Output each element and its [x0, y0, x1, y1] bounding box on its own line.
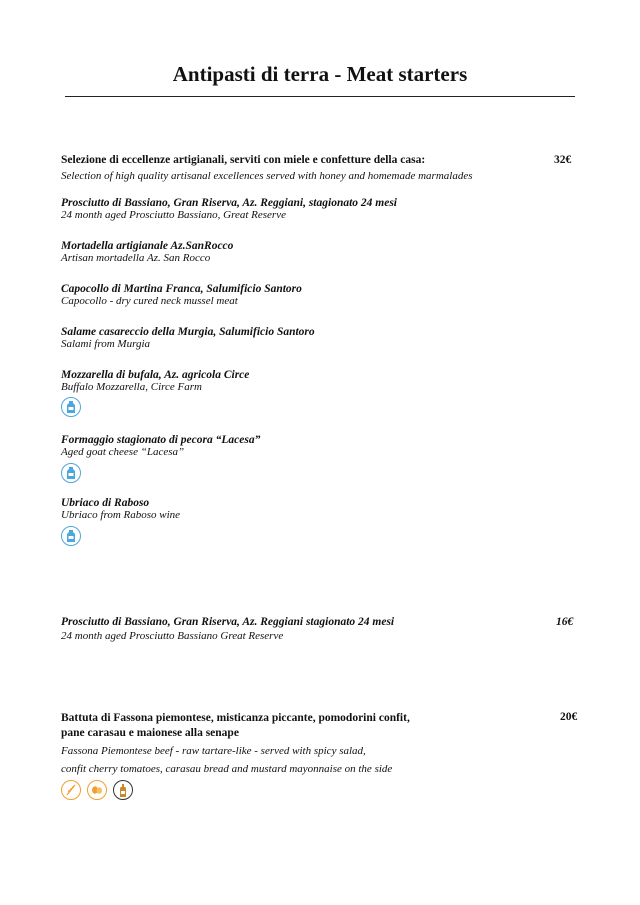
item-description: Aged goat cheese “Lacesa”	[61, 446, 185, 458]
item-name: Mozzarella di bufala, Az. agricola Circe	[61, 369, 250, 381]
menu-item-pecorino	[61, 434, 581, 458]
item-name: Ubriaco di Raboso	[61, 497, 150, 509]
mustard-allergen-icon	[113, 780, 133, 800]
menu-item-prosciutto	[61, 197, 581, 221]
menu-item-salame	[61, 326, 581, 350]
item-description-line1: Fassona Piemontese beef - raw tartare-like - served with spicy salad,	[61, 745, 366, 757]
allergen-icons	[61, 780, 133, 800]
item-name: Formaggio stagionato di pecora “Lacesa”	[61, 434, 261, 446]
item-price: 32€	[554, 154, 572, 166]
gluten-allergen-icon	[61, 780, 81, 800]
menu-item-selection	[61, 154, 581, 182]
item-description: Capocollo - dry cured neck mussel meat	[61, 295, 238, 307]
item-description: Ubriaco from Raboso wine	[61, 509, 181, 521]
milk-allergen-icon	[61, 397, 81, 417]
milk-allergen-icon	[61, 526, 81, 546]
menu-item-battuta	[61, 711, 581, 778]
item-name: Selezione di eccellenze artigianali, serviti con miele e confetture della casa:	[61, 154, 426, 166]
item-name-line1: Battuta di Fassona piemontese, misticanza piccante, pomodorini confit,	[61, 712, 410, 724]
item-description: Buffalo Mozzarella, Circe Farm	[61, 381, 202, 393]
allergen-icons	[61, 397, 81, 417]
item-name: Prosciutto di Bassiano, Gran Riserva, Az. Reggiani stagionato 24 mesi	[61, 616, 395, 628]
menu-item-prosciutto-single	[61, 616, 581, 642]
egg-allergen-icon	[87, 780, 107, 800]
item-description: 24 month aged Prosciutto Bassiano Great Reserve	[61, 630, 284, 642]
page-title: Antipasti di terra - Meat starters	[172, 62, 468, 86]
milk-allergen-icon	[61, 463, 81, 483]
item-description: Salami from Murgia	[61, 338, 151, 350]
item-name: Salame casareccio della Murgia, Salumificio Santoro	[61, 326, 315, 338]
allergen-icons	[61, 463, 81, 483]
item-description: Artisan mortadella Az. San Rocco	[61, 252, 211, 264]
item-description: Selection of high quality artisanal excellences served with honey and homemade marmalades	[61, 170, 473, 182]
menu-item-capocollo	[61, 283, 581, 307]
item-price: 16€	[556, 616, 574, 628]
item-name-line2: pane carasau e maionese alla senape	[61, 727, 239, 739]
item-name: Capocollo di Martina Franca, Salumificio Santoro	[61, 283, 302, 295]
item-name: Mortadella artigianale Az.SanRocco	[61, 240, 234, 252]
menu-item-mozzarella	[61, 369, 581, 393]
title-divider	[65, 96, 575, 97]
item-name: Prosciutto di Bassiano, Gran Riserva, Az. Reggiani, stagionato 24 mesi	[61, 197, 397, 209]
menu-item-ubriaco	[61, 497, 581, 521]
allergen-icons	[61, 526, 81, 546]
item-description-line2: confit cherry tomatoes, carasau bread and mustard mayonnaise on the side	[61, 763, 393, 775]
item-description: 24 month aged Prosciutto Bassiano, Great Reserve	[61, 209, 286, 221]
menu-item-mortadella	[61, 240, 581, 264]
item-price: 20€	[560, 711, 578, 723]
